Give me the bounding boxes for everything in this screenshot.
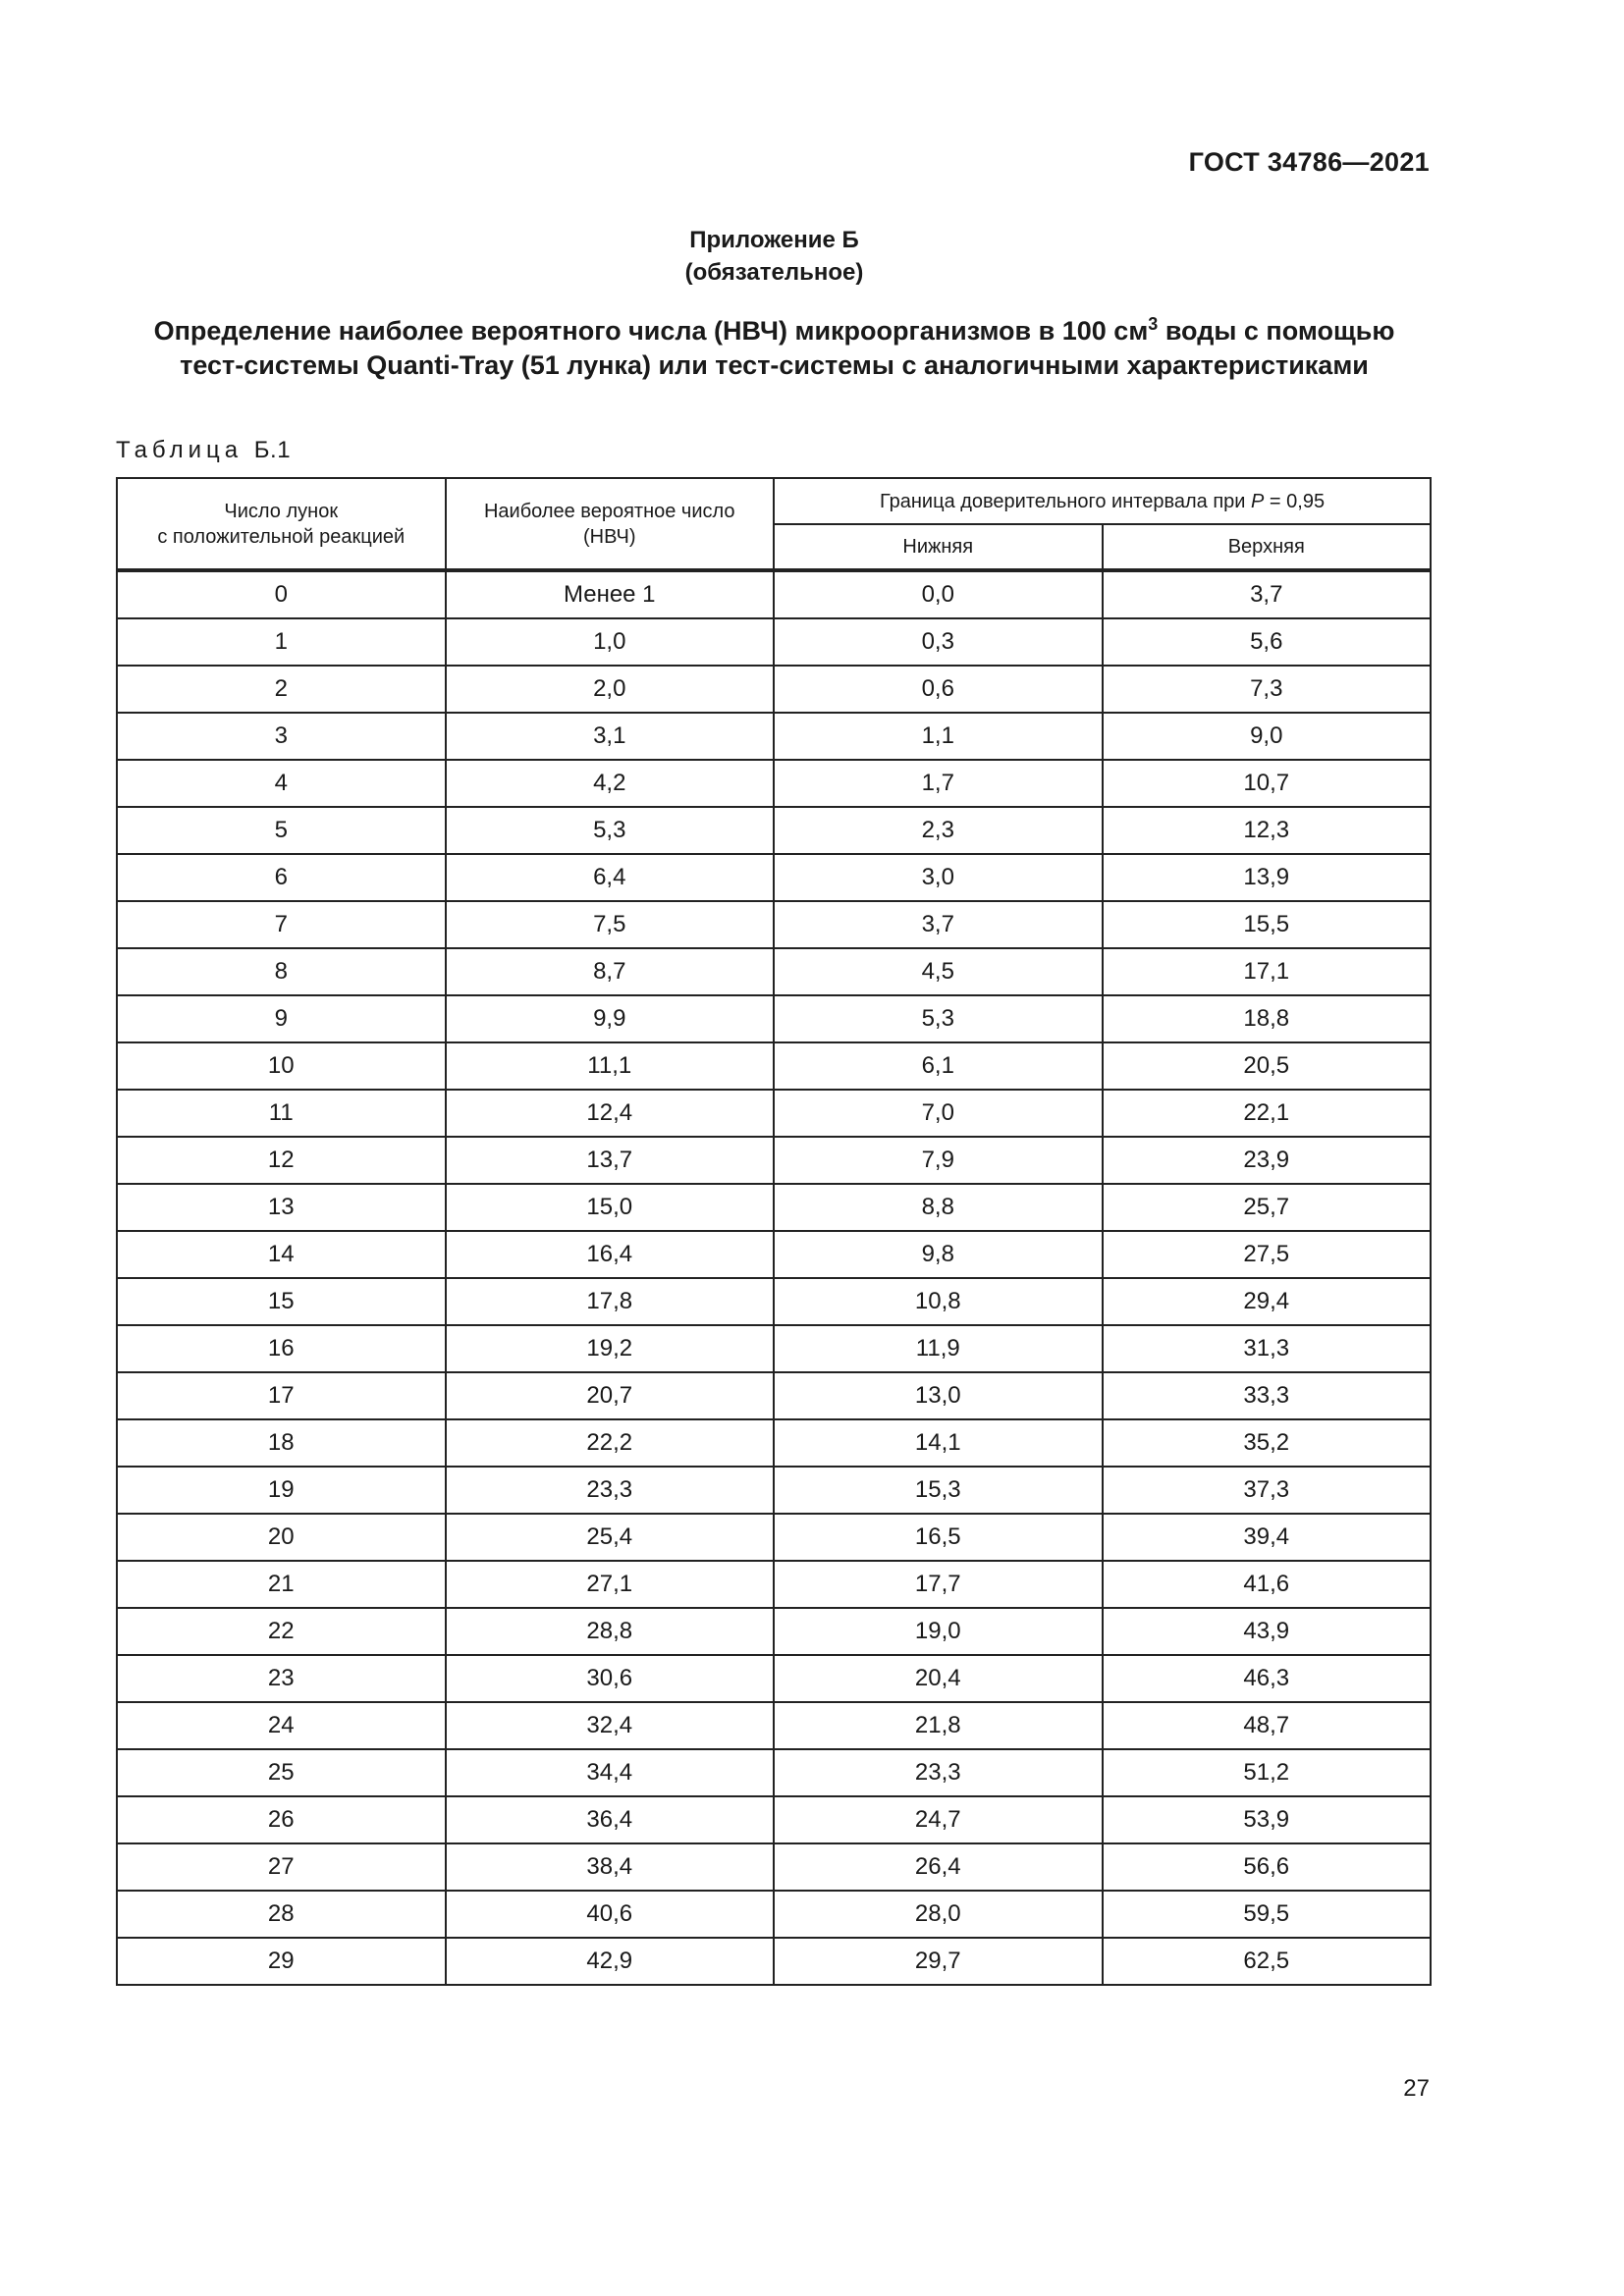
table-row — [117, 1137, 1431, 1184]
title-line-1-end: воды с помощью — [1158, 316, 1395, 346]
cell-lower: 29,7 — [774, 1938, 1103, 1985]
cell-lower: 17,7 — [774, 1561, 1103, 1608]
cell-upper: 46,3 — [1103, 1655, 1432, 1702]
cell-mpn: 32,4 — [446, 1702, 775, 1749]
cell-mpn: 6,4 — [446, 854, 775, 901]
cell-mpn: 7,5 — [446, 901, 775, 948]
cell-upper: 41,6 — [1103, 1561, 1432, 1608]
table-row — [117, 1090, 1431, 1137]
cell-lower: 0,3 — [774, 618, 1103, 666]
cell-mpn: 23,3 — [446, 1467, 775, 1514]
cell-wells: 29 — [117, 1938, 446, 1985]
col-header-wells-line-1: Число лунок — [224, 500, 339, 522]
title-line-2: тест-системы Quanti-Tray (51 лунка) или тест-системы с аналогичными характеристиками — [180, 350, 1369, 380]
col-header-upper: Верхняя — [1103, 524, 1432, 570]
table-label-number: Б.1 — [253, 437, 292, 463]
cell-mpn: 20,7 — [446, 1372, 775, 1419]
cell-upper: 10,7 — [1103, 760, 1432, 807]
cell-lower: 5,3 — [774, 995, 1103, 1042]
table-row — [117, 1278, 1431, 1325]
table-body — [117, 570, 1431, 1985]
cell-wells: 13 — [117, 1184, 446, 1231]
cell-lower: 13,0 — [774, 1372, 1103, 1419]
cell-upper: 62,5 — [1103, 1938, 1432, 1985]
table-row — [117, 1514, 1431, 1561]
table-row — [117, 1419, 1431, 1467]
cell-lower: 23,3 — [774, 1749, 1103, 1796]
cell-wells: 16 — [117, 1325, 446, 1372]
cell-lower: 14,1 — [774, 1419, 1103, 1467]
cell-upper: 5,6 — [1103, 618, 1432, 666]
cell-upper: 3,7 — [1103, 570, 1432, 618]
cell-wells: 18 — [117, 1419, 446, 1467]
cell-upper: 39,4 — [1103, 1514, 1432, 1561]
cell-upper: 15,5 — [1103, 901, 1432, 948]
cell-wells: 28 — [117, 1891, 446, 1938]
cell-wells: 0 — [117, 570, 446, 618]
cell-lower: 9,8 — [774, 1231, 1103, 1278]
cell-lower: 1,1 — [774, 713, 1103, 760]
cell-upper: 27,5 — [1103, 1231, 1432, 1278]
col-header-wells-line-2: с положительной реакцией — [157, 525, 406, 548]
table-row — [117, 1042, 1431, 1090]
cell-wells: 6 — [117, 854, 446, 901]
cell-wells: 7 — [117, 901, 446, 948]
cell-upper: 29,4 — [1103, 1278, 1432, 1325]
cell-mpn: 8,7 — [446, 948, 775, 995]
table-row — [117, 1891, 1431, 1938]
cell-lower: 24,7 — [774, 1796, 1103, 1843]
cell-lower: 3,7 — [774, 901, 1103, 948]
cell-wells: 14 — [117, 1231, 446, 1278]
cell-wells: 8 — [117, 948, 446, 995]
cell-mpn: 5,3 — [446, 807, 775, 854]
cell-wells: 5 — [117, 807, 446, 854]
table-row — [117, 1184, 1431, 1231]
cell-lower: 2,3 — [774, 807, 1103, 854]
cell-lower: 15,3 — [774, 1467, 1103, 1514]
cell-wells: 4 — [117, 760, 446, 807]
table-label — [116, 437, 291, 464]
cell-lower: 26,4 — [774, 1843, 1103, 1891]
cell-wells: 22 — [117, 1608, 446, 1655]
cell-wells: 15 — [117, 1278, 446, 1325]
table-row — [117, 1372, 1431, 1419]
col-header-confidence-interval — [774, 478, 1431, 524]
cell-mpn: 19,2 — [446, 1325, 775, 1372]
cell-mpn: 22,2 — [446, 1419, 775, 1467]
cell-upper: 31,3 — [1103, 1325, 1432, 1372]
cell-upper: 37,3 — [1103, 1467, 1432, 1514]
cell-lower: 1,7 — [774, 760, 1103, 807]
title-line-1-text: Определение наиболее вероятного числа (НВЧ) микроорганизмов в 100 см — [153, 316, 1149, 346]
table-row — [117, 618, 1431, 666]
cell-wells: 11 — [117, 1090, 446, 1137]
col-header-lower: Нижняя — [774, 524, 1103, 570]
cell-lower: 7,9 — [774, 1137, 1103, 1184]
table-row — [117, 1749, 1431, 1796]
table-row — [117, 995, 1431, 1042]
cell-mpn: 12,4 — [446, 1090, 775, 1137]
cell-upper: 25,7 — [1103, 1184, 1432, 1231]
appendix-title — [0, 314, 1548, 383]
table-label-word: Таблица — [116, 437, 244, 463]
cell-wells: 1 — [117, 618, 446, 666]
appendix-heading — [0, 224, 1548, 289]
cell-mpn: 34,4 — [446, 1749, 775, 1796]
cell-mpn: 27,1 — [446, 1561, 775, 1608]
col-header-wells — [117, 478, 446, 570]
ci-suffix: = 0,95 — [1264, 490, 1326, 512]
cell-lower: 11,9 — [774, 1325, 1103, 1372]
cell-mpn: 25,4 — [446, 1514, 775, 1561]
cell-mpn: 4,2 — [446, 760, 775, 807]
cell-lower: 28,0 — [774, 1891, 1103, 1938]
cell-upper: 18,8 — [1103, 995, 1432, 1042]
cell-mpn: 38,4 — [446, 1843, 775, 1891]
col-header-mpn — [446, 478, 775, 570]
cell-wells: 10 — [117, 1042, 446, 1090]
title-line-1 — [0, 314, 1548, 348]
table-row — [117, 1655, 1431, 1702]
table-row — [117, 1467, 1431, 1514]
cell-upper: 43,9 — [1103, 1608, 1432, 1655]
cell-mpn: 1,0 — [446, 618, 775, 666]
title-superscript: 3 — [1148, 314, 1159, 334]
cell-upper: 22,1 — [1103, 1090, 1432, 1137]
cell-mpn: 9,9 — [446, 995, 775, 1042]
cell-upper: 23,9 — [1103, 1137, 1432, 1184]
col-header-mpn-line-1: Наиболее вероятное число — [483, 500, 735, 522]
cell-wells: 12 — [117, 1137, 446, 1184]
cell-upper: 33,3 — [1103, 1372, 1432, 1419]
page-number: 27 — [1403, 2075, 1430, 2102]
ci-variable: P — [1251, 490, 1265, 512]
cell-upper: 56,6 — [1103, 1843, 1432, 1891]
mpn-table — [116, 477, 1432, 1986]
cell-upper: 35,2 — [1103, 1419, 1432, 1467]
cell-wells: 23 — [117, 1655, 446, 1702]
cell-mpn: 30,6 — [446, 1655, 775, 1702]
cell-lower: 3,0 — [774, 854, 1103, 901]
cell-wells: 26 — [117, 1796, 446, 1843]
table-row — [117, 807, 1431, 854]
cell-lower: 10,8 — [774, 1278, 1103, 1325]
cell-upper: 12,3 — [1103, 807, 1432, 854]
table-row — [117, 1325, 1431, 1372]
cell-upper: 48,7 — [1103, 1702, 1432, 1749]
cell-mpn: 15,0 — [446, 1184, 775, 1231]
cell-lower: 4,5 — [774, 948, 1103, 995]
cell-upper: 51,2 — [1103, 1749, 1432, 1796]
cell-upper: 53,9 — [1103, 1796, 1432, 1843]
cell-mpn: 42,9 — [446, 1938, 775, 1985]
table-row — [117, 1796, 1431, 1843]
cell-mpn: Менее 1 — [446, 570, 775, 618]
cell-mpn: 13,7 — [446, 1137, 775, 1184]
table-row — [117, 1938, 1431, 1985]
table-row — [117, 1843, 1431, 1891]
cell-wells: 2 — [117, 666, 446, 713]
cell-upper: 7,3 — [1103, 666, 1432, 713]
cell-mpn: 40,6 — [446, 1891, 775, 1938]
cell-mpn: 17,8 — [446, 1278, 775, 1325]
cell-mpn: 28,8 — [446, 1608, 775, 1655]
ci-prefix: Граница доверительного интервала при — [879, 490, 1251, 512]
cell-upper: 59,5 — [1103, 1891, 1432, 1938]
cell-wells: 9 — [117, 995, 446, 1042]
cell-lower: 0,0 — [774, 570, 1103, 618]
document-code: ГОСТ 34786—2021 — [1188, 147, 1430, 177]
cell-lower: 8,8 — [774, 1184, 1103, 1231]
cell-wells: 27 — [117, 1843, 446, 1891]
cell-wells: 25 — [117, 1749, 446, 1796]
cell-lower: 0,6 — [774, 666, 1103, 713]
col-header-mpn-line-2: (НВЧ) — [582, 525, 636, 548]
appendix-name: Приложение Б — [689, 227, 859, 253]
cell-upper: 9,0 — [1103, 713, 1432, 760]
cell-lower: 20,4 — [774, 1655, 1103, 1702]
cell-mpn: 2,0 — [446, 666, 775, 713]
cell-wells: 3 — [117, 713, 446, 760]
cell-lower: 6,1 — [774, 1042, 1103, 1090]
cell-wells: 24 — [117, 1702, 446, 1749]
cell-mpn: 3,1 — [446, 713, 775, 760]
appendix-status: (обязательное) — [684, 259, 864, 286]
cell-mpn: 11,1 — [446, 1042, 775, 1090]
cell-upper: 20,5 — [1103, 1042, 1432, 1090]
cell-lower: 16,5 — [774, 1514, 1103, 1561]
table-row — [117, 901, 1431, 948]
table-row — [117, 713, 1431, 760]
cell-mpn: 16,4 — [446, 1231, 775, 1278]
cell-upper: 13,9 — [1103, 854, 1432, 901]
cell-wells: 21 — [117, 1561, 446, 1608]
cell-lower: 19,0 — [774, 1608, 1103, 1655]
cell-wells: 17 — [117, 1372, 446, 1419]
cell-lower: 21,8 — [774, 1702, 1103, 1749]
table-row — [117, 1702, 1431, 1749]
cell-wells: 19 — [117, 1467, 446, 1514]
table-row — [117, 948, 1431, 995]
table-row — [117, 760, 1431, 807]
table-row — [117, 666, 1431, 713]
cell-mpn: 36,4 — [446, 1796, 775, 1843]
cell-upper: 17,1 — [1103, 948, 1432, 995]
table-row — [117, 854, 1431, 901]
table-row — [117, 1231, 1431, 1278]
table-row — [117, 570, 1431, 618]
table-row — [117, 1561, 1431, 1608]
cell-lower: 7,0 — [774, 1090, 1103, 1137]
table-row — [117, 1608, 1431, 1655]
cell-wells: 20 — [117, 1514, 446, 1561]
